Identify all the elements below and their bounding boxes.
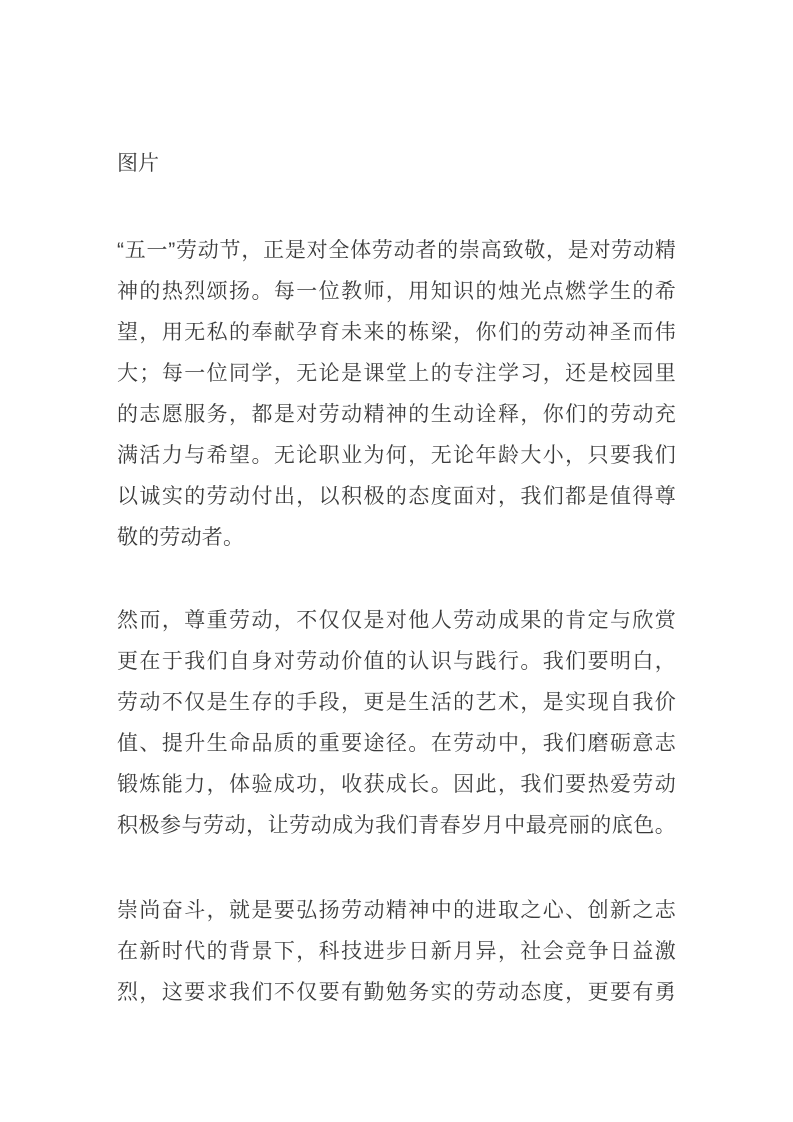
text-line: 在新时代的背景下，科技进步日新月异，社会竞争日益激: [117, 940, 676, 963]
text-line: 崇尚奋斗，就是要弘扬劳动精神中的进取之心、创新之志: [117, 899, 676, 922]
text-line: 烈，这要求我们不仅要有勤勉务实的劳动态度，更要有勇: [117, 981, 676, 1004]
text-line: 值、提升生命品质的重要途径。在劳动中，我们磨砺意志: [117, 732, 676, 755]
text-line: 劳动不仅是生存的手段，更是生活的艺术，是实现自我价: [117, 691, 676, 714]
text-line: 大；每一位同学，无论是课堂上的专注学习，还是校园里: [117, 362, 676, 385]
text-line: 锻炼能力，体验成功，收获成长。因此，我们要热爱劳动: [117, 773, 676, 796]
paragraph-2: [117, 600, 676, 846]
text-line: 积极参与劳动，让劳动成为我们青春岁月中最亮丽的底色。: [117, 814, 676, 837]
text-line: 满活力与希望。无论职业为何，无论年龄大小，只要我们: [117, 444, 676, 467]
paragraph-3: [117, 890, 676, 1013]
text-line: 以诚实的劳动付出，以积极的态度面对，我们都是值得尊: [117, 485, 676, 508]
text-line: 然而，尊重劳动，不仅仅是对他人劳动成果的肯定与欣赏: [117, 609, 676, 632]
text-line: 望，用无私的奉献孕育未来的栋梁，你们的劳动神圣而伟: [117, 321, 676, 344]
paragraph-1: [117, 230, 676, 558]
text-line: “五一”劳动节，正是对全体劳动者的崇高致敬，是对劳动精: [117, 239, 676, 262]
text-line: 更在于我们自身对劳动价值的认识与践行。我们要明白，: [117, 650, 676, 673]
text-line: 敬的劳动者。: [117, 526, 245, 549]
text-line: 神的热烈颂扬。每一位教师，用知识的烛光点燃学生的希: [117, 280, 676, 303]
text-line: 的志愿服务，都是对劳动精神的生动诠释，你们的劳动充: [117, 403, 676, 426]
image-placeholder-label: 图片: [117, 152, 159, 175]
